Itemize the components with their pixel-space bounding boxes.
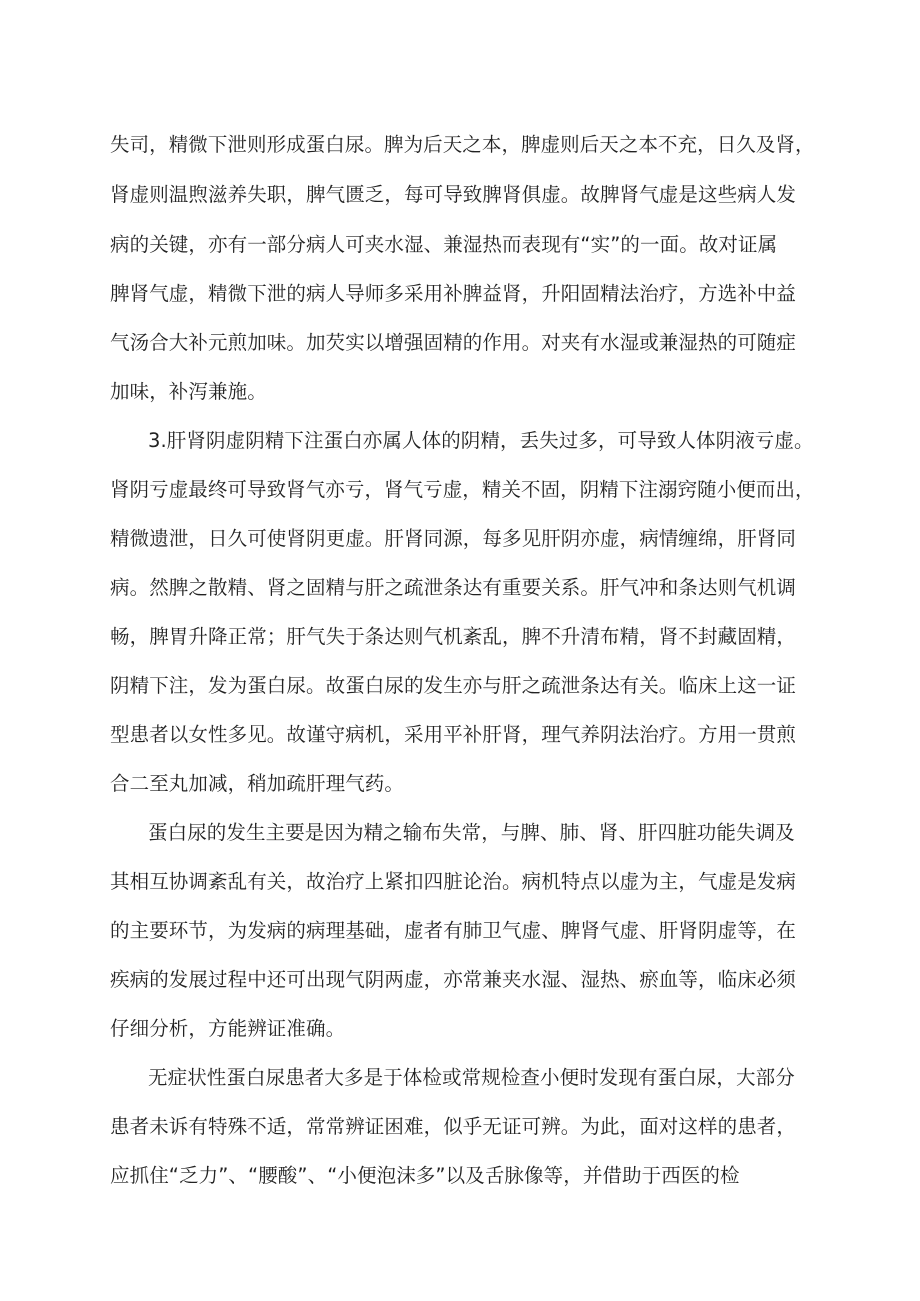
text-line: 病。然脾之散精、肾之固精与肝之疏泄条达有重要关系。肝气冲和条达则气机调 (110, 576, 797, 599)
text-line: 气汤合大补元煎加味。加芡实以增强固精的作用。对夹有水湿或兼湿热的可随症 (110, 331, 797, 354)
text-line: 阴精下注，发为蛋白尿。故蛋白尿的发生亦与肝之疏泄条达有关。临床上这一证 (110, 674, 797, 697)
text-line: 3.肝肾阴虚阴精下注蛋白亦属人体的阴精，丢失过多，可导致人体阴液亏虚。 (148, 429, 814, 452)
text-line: 疾病的发展过程中还可出现气阴两虚，亦常兼夹水湿、湿热、瘀血等，临床必须 (110, 968, 797, 991)
text-line: 蛋白尿的发生主要是因为精之输布失常，与脾、肺、肾、肝四脏功能失调及 (148, 821, 795, 844)
text-line: 其相互协调紊乱有关，故治疗上紧扣四脏论治。病机特点以虚为主，气虚是发病 (110, 870, 797, 893)
text-line: 患者未诉有特殊不适，常常辨证困难，似乎无证可辨。为此，面对这样的患者， (110, 1115, 797, 1138)
text-line: 应抓住“乏力”、“腰酸”、“小便泡沫多”以及舌脉像等，并借助于西医的检 (110, 1164, 740, 1187)
text-line: 仔细分析，方能辨证准确。 (110, 1017, 346, 1040)
text-line: 精微遗泄，日久可使肾阴更虚。肝肾同源，每多见肝阴亦虚，病情缠绵，肝肾同 (110, 527, 797, 550)
text-line: 的主要环节，为发病的病理基础，虚者有肺卫气虚、脾肾气虚、肝肾阴虚等，在 (110, 919, 797, 942)
text-line: 畅，脾胃升降正常；肝气失于条达则气机紊乱，脾不升清布精，肾不封藏固精， (110, 625, 797, 648)
text-line: 脾肾气虚，精微下泄的病人导师多采用补脾益肾，升阳固精法治疗，方选补中益 (110, 282, 797, 305)
text-line: 肾阴亏虚最终可导致肾气亦亏，肾气亏虚，精关不固，阴精下注溺窍随小便而出， (110, 478, 815, 501)
text-line: 无症状性蛋白尿患者大多是于体检或常规检查小便时发现有蛋白尿，大部分 (148, 1066, 795, 1089)
text-line: 肾虚则温煦滋养失职，脾气匮乏，每可导致脾肾俱虚。故脾肾气虚是这些病人发 (110, 183, 797, 206)
text-line: 失司，精微下泄则形成蛋白尿。脾为后天之本，脾虚则后天之本不充，日久及肾， (110, 133, 815, 156)
text-line: 加味，补泻兼施。 (110, 380, 267, 403)
text-line: 型患者以女性多见。故谨守病机，采用平补肝肾，理气养阴法治疗。方用一贯煎 (110, 723, 797, 746)
text-line: 合二至丸加减，稍加疏肝理气药。 (110, 772, 405, 795)
text-line: 病的关键，亦有一部分病人可夹水湿、兼湿热而表现有“实”的一面。故对证属 (110, 233, 778, 256)
